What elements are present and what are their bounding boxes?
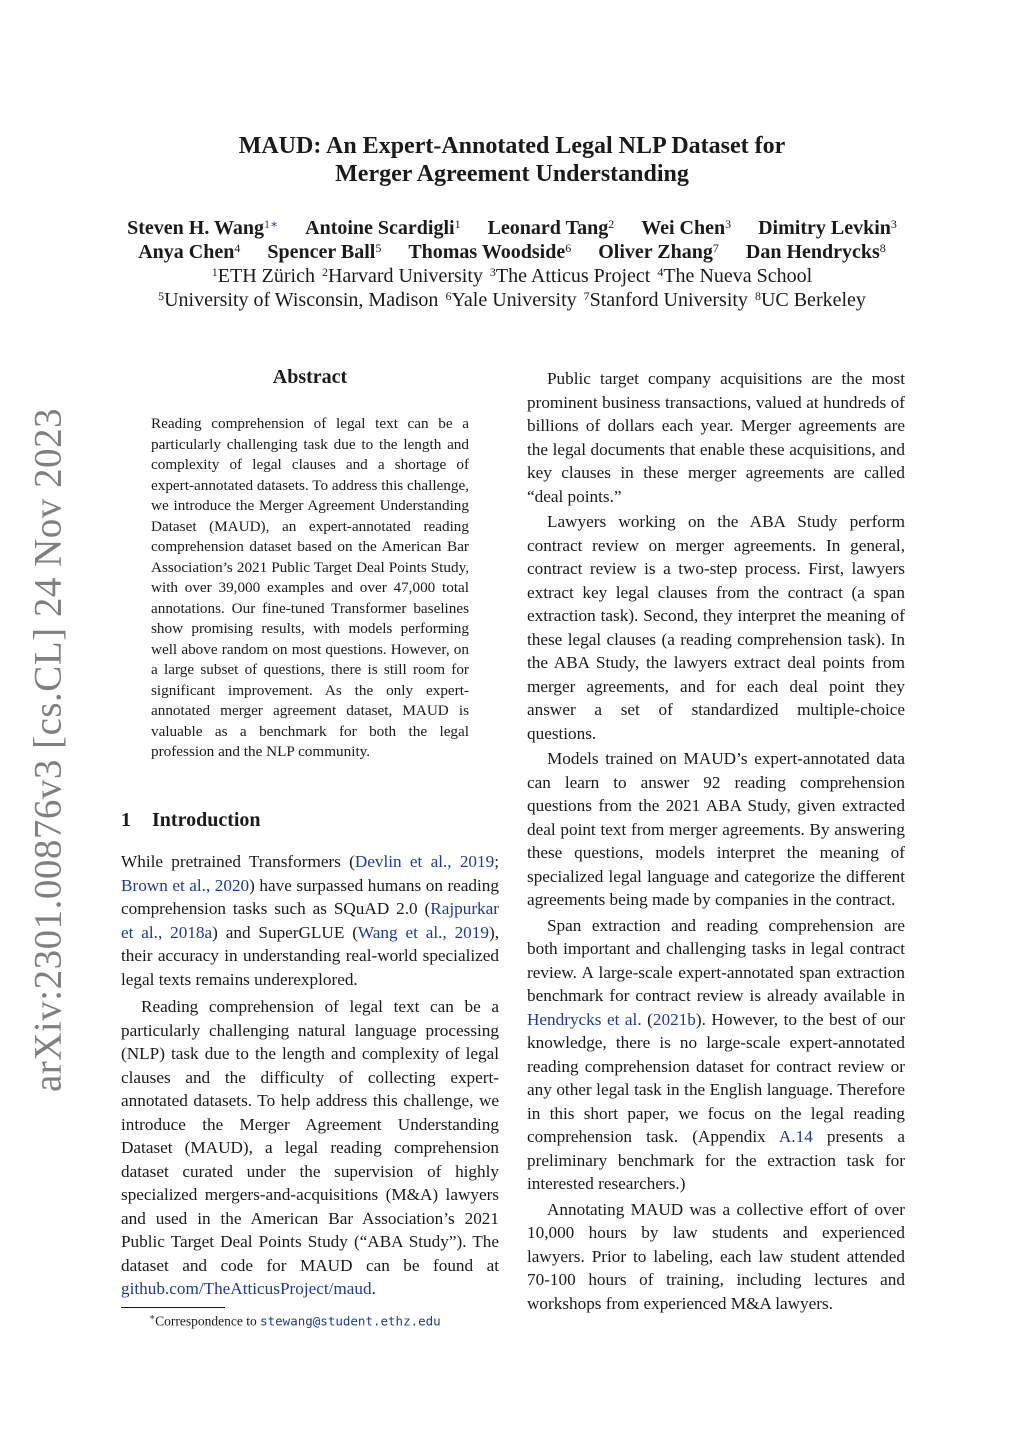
appendix-link[interactable]: A.14 [778, 1127, 813, 1146]
body-paragraph: Public target company acquisitions are the most prominent business transactions, valued at hundreds of billions of dollars each year. Merger agreements are the legal documents that enable these acquisitions, and key clauses in these merger agreements are called “deal points.” [527, 369, 905, 506]
title-line-2: Merger Agreement Understanding [335, 161, 689, 187]
author: Oliver Zhang$^7$ [598, 241, 719, 263]
affiliation-row-2 [0, 288, 1024, 312]
author-row-2 [0, 240, 1024, 264]
github-link[interactable]: github.com/TheAtticusProject/maud [121, 1279, 372, 1298]
body-paragraph: Lawyers working on the ABA Study perform contract review on merger agreements. In general, contract review is a two-step process. First, lawyers extract key legal clauses from the contract (a span extraction task). Second, they interpret the meaning of these legal clauses (a reading comprehension task). In the ABA Study, the lawyers extract deal points from merger agreements, and for each deal point they answer a set of standardized multiple-choice questions. [527, 512, 905, 743]
intro-paragraph-2: Reading comprehension of legal text can be a particularly challenging natural language processing (NLP) task due to the length and complexity of legal clauses and the difficulty of collecting expert-annotated datasets. To help address this challenge, we introduce the Merger Agreement Understanding Dataset (MAUD), a legal reading comprehension dataset curated under the supervision of highly specialized mergers-and-acquisitions (M&A) lawyers and used in the American Bar Association’s 2021 Public Target Deal Points Study (“ABA Study”). The dataset and code for MAUD can be found at github.com/TheAtticusProject/maud. [121, 997, 499, 1298]
footnote-divider [121, 1307, 225, 1308]
abstract-heading: Abstract [272, 366, 348, 388]
right-column-body [527, 367, 905, 1317]
citation-link[interactable]: Wang et al., 2019 [357, 922, 489, 942]
body-paragraph: Span extraction and reading comprehension are both important and challenging tasks in legal contract review. A large-scale expert-annotated span extraction benchmark for contract review is already available in Hendrycks et al. (2021b). However, to the best of our knowledge, there is no large-scale expert-annotated reading comprehension dataset for contract review or any other legal task in the English language. Therefore in this short paper, we focus on the legal reading comprehension task. (Appendix A.14 presents a preliminary benchmark for the extraction task for interested researchers.) [527, 915, 905, 1193]
affiliation: $^2$Harvard University [321, 265, 483, 287]
author: Thomas Woodside$^6$ [408, 241, 572, 263]
citation-link[interactable]: 2021b [652, 1009, 696, 1029]
affiliation-row-1 [0, 264, 1024, 288]
author: Dan Hendrycks$^8$ [745, 241, 886, 263]
affiliation: $^1$ETH Zürich [211, 265, 315, 287]
author: Steven H. Wang$^{1∗}$ [127, 217, 279, 239]
author: Dimitry Levkin$^3$ [758, 217, 897, 239]
arxiv-id-text: arXiv:2301.00876v3 [cs.CL] 24 Nov 2023 [26, 407, 70, 1093]
affiliation: $^7$Stanford University [583, 289, 748, 311]
email-link[interactable]: stewang@student.ethz.edu [260, 1313, 441, 1329]
footnote: ∗Correspondence to stewang@student.ethz.edu [149, 1312, 441, 1329]
section-heading-introduction [121, 809, 261, 832]
title-line-1: MAUD: An Expert-Annotated Legal NLP Dataset for [238, 133, 786, 159]
author: Leonard Tang$^2$ [487, 217, 615, 239]
arxiv-identifier-stamp [12, 407, 84, 1093]
affiliation: $^6$Yale University [445, 289, 577, 311]
footnote-mark[interactable]: ∗ [269, 217, 279, 231]
paper-title [0, 132, 1024, 188]
abstract-body: Reading comprehension of legal text can be a particularly challenging task due to the length and complexity of legal clauses and a shortage of expert-annotated datasets. To address this challenge, we introduce the Merger Agreement Understanding Dataset (MAUD), an expert-annotated reading comprehension dataset based on the American Bar Association’s 2021 Public Target Deal Points Study, with over 39,000 examples and over 47,000 total annotations. Our fine-tuned Transformer baselines show promising results, with models performing well above random on most questions. However, on a large subset of questions, there is still room for significant improvement. As the only expert-annotated merger agreement dataset, MAUD is valuable as a benchmark for both the legal profession and the NLP community. [151, 415, 469, 760]
body-paragraph: Annotating MAUD was a collective effort of over 10,000 hours by law students and experienced lawyers. Prior to labeling, each law student attended 70-100 hours of training, including lectures and workshops from experienced M&A lawyers. [527, 1199, 905, 1313]
citation-link[interactable]: Devlin et al., 2019 [354, 852, 495, 871]
body-paragraph: Models trained on MAUD’s expert-annotated data can learn to answer 92 reading comprehension questions from the 2021 ABA Study, given extracted deal point text from merger agreements. By answering these questions, models interpret the meaning of specialized legal language and categorize the different agreements being made by companies in the contract. [527, 749, 905, 909]
author-block [0, 216, 1024, 312]
affiliation: $^8$UC Berkeley [754, 289, 866, 311]
author: Antoine Scardigli$^1$ [305, 217, 461, 239]
intro-paragraph-1: While pretrained Transformers (Devlin et al., 2019; Brown et al., 2020) have surpassed humans on reading comprehension tasks such as SQuAD 2.0 (Rajpurkar et al., 2018a) and SuperGLUE (Wang et al., 2019), their accuracy in understanding real-world specialized legal texts remains underexplored. [121, 852, 499, 989]
affiliation: $^4$The Nueva School [657, 265, 813, 287]
citation-link[interactable]: Brown et al., 2020 [121, 875, 250, 895]
left-column-body [121, 850, 499, 1301]
citation-link[interactable]: Hendrycks et al. [527, 1009, 642, 1029]
author: Spencer Ball$^5$ [267, 241, 382, 263]
section-number: 1 [121, 809, 131, 831]
affiliation: $^3$The Atticus Project [489, 265, 651, 287]
affiliation: $^5$University of Wisconsin, Madison [158, 289, 439, 311]
citation-link[interactable]: Rajpurkar et al., 2018a [121, 899, 499, 942]
author: Wei Chen$^3$ [641, 217, 732, 239]
section-title: Introduction [152, 809, 261, 831]
author-row-1 [0, 216, 1024, 240]
author: Anya Chen$^4$ [138, 241, 241, 263]
